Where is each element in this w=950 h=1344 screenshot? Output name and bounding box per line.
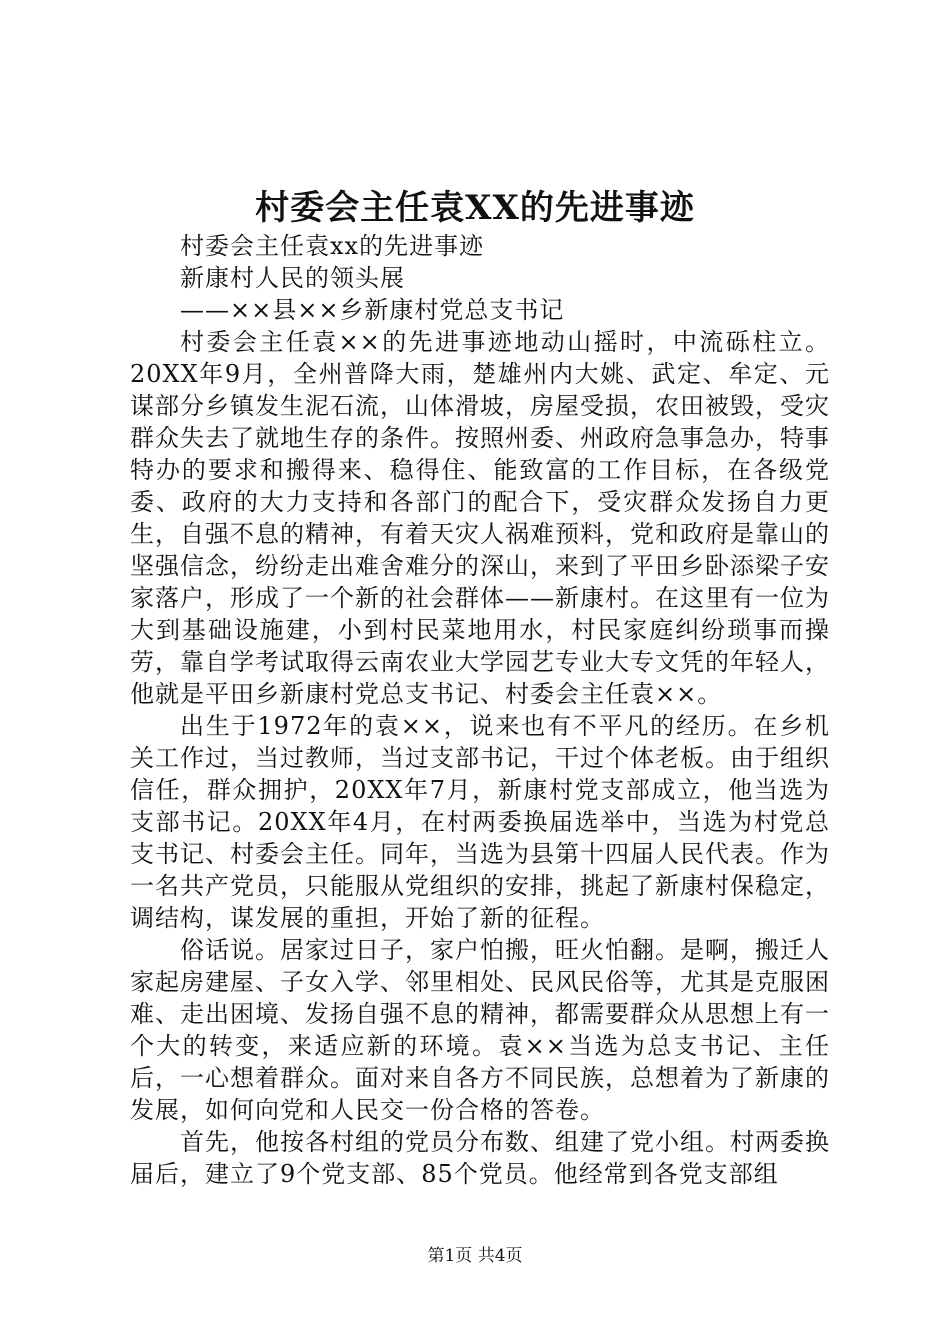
- document-title: 村委会主任袁XX的先进事迹: [255, 188, 695, 228]
- paragraph: 首先，他按各村组的党员分布数、组建了党小组。村两委换届后，建立了9个党支部、85个党员。他经常到各党支部组: [130, 1128, 830, 1188]
- header-line-title: 村委会主任袁xx的先进事迹: [180, 232, 485, 260]
- paragraph: 俗话说。居家过日子，家户怕搬，旺火怕翻。是啊，搬迁人家起房建屋、子女入学、邻里相处、民风民俗等，尤其是克服困难、走出困境、发扬自强不息的精神，都需要群众从思想上有一个大的转变，来适应新的环境。袁××当选为总支书记、主任后，一心想着群众。面对来自各方不同民族，总想着为了新康的发展，如何向党和人民交一份合格的答卷。: [130, 936, 830, 1124]
- document-body: [130, 230, 830, 1190]
- page-number-footer: 第1页 共4页: [427, 1246, 523, 1266]
- header-line-author: ——××县××乡新康村党总支书记: [180, 296, 565, 324]
- header-line-subtitle: 新康村人民的领头展: [180, 264, 405, 292]
- paragraph: 出生于1972年的袁××，说来也有不平凡的经历。在乡机关工作过，当过教师，当过支部书记，干过个体老板。由于组织信任，群众拥护，20XX年7月，新康村党支部成立，他当选为支部书记。20XX年4月，在村两委换届选举中，当选为村党总支书记、村委会主任。同年，当选为县第十四届人民代表。作为一名共产党员，只能服从党组织的安排，挑起了新康村保稳定，调结构，谋发展的重担，开始了新的征程。: [130, 712, 830, 932]
- paragraph: 村委会主任袁××的先进事迹地动山摇时，中流砾柱立。20XX年9月，全州普降大雨，楚雄州内大姚、武定、牟定、元谋部分乡镇发生泥石流，山体滑坡，房屋受损，农田被毁，受灾群众失去了就地生存的条件。按照州委、州政府急事急办，特事特办的要求和搬得来、稳得住、能致富的工作目标，在各级党委、政府的大力支持和各部门的配合下，受灾群众发扬自力更生，自强不息的精神，有着天灾人祸难预料，党和政府是靠山的坚强信念，纷纷走出难舍难分的深山，来到了平田乡卧添梁子安家落户，形成了一个新的社会群体——新康村。在这里有一位为大到基础设施建，小到村民菜地用水，村民家庭纠纷琐事而操劳，靠自学考试取得云南农业大学园艺专业大专文凭的年轻人，他就是平田乡新康村党总支书记、村委会主任袁××。: [130, 328, 830, 708]
